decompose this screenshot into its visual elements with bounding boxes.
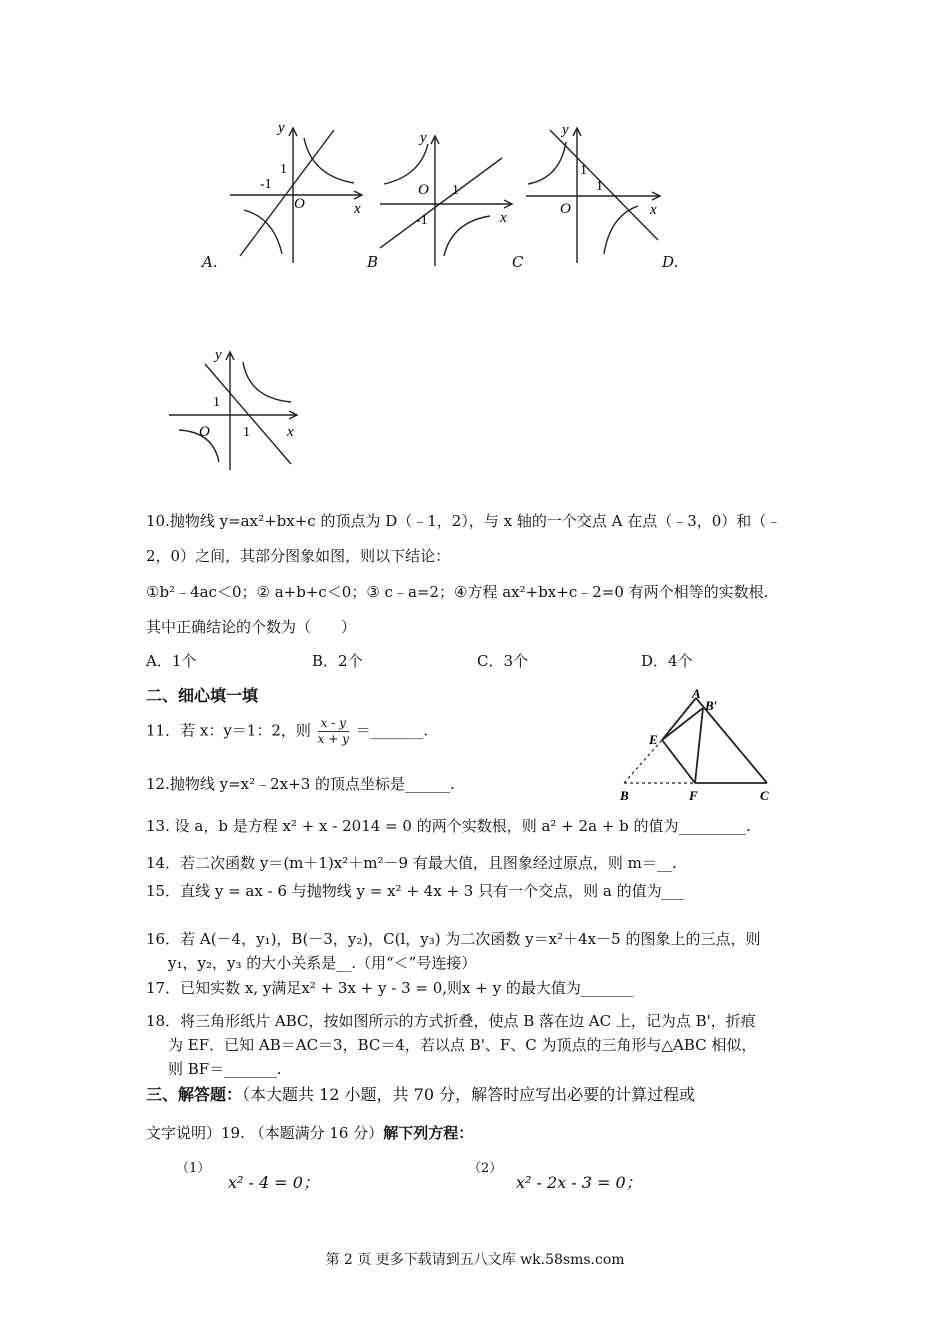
page-footer: 第 2 页 更多下载请到五八文库 wk.58sms.com	[325, 1252, 625, 1268]
vertex-e-label: E	[649, 732, 658, 747]
q19-part-2-equation: x² - 2x - 3 = 0；	[516, 1173, 642, 1192]
vertex-c-label: C	[760, 788, 769, 803]
q10-option-c[interactable]: C．3个	[477, 652, 529, 670]
y-axis-label: y	[420, 130, 427, 146]
x-axis-label: x	[500, 210, 507, 226]
q18-line-3: 则 BF＝_______.	[168, 1060, 282, 1078]
origin-label: O	[199, 424, 210, 440]
q11-prefix: 11．若 x：y＝1：2，则	[146, 721, 311, 740]
q11-suffix: ＝_______.	[355, 721, 428, 740]
q16-line-1: 16．若 A(－4，y₁)，B(－3，y₂)，C(l，y₃) 为二次函数 y＝x²＋4x－5 的图象上的三点，则	[146, 930, 761, 948]
q10-option-b[interactable]: B．2个	[312, 652, 363, 670]
section-3-desc: （本大题共 12 小题，共 70 分，解答时应写出必要的计算过程或	[242, 1085, 696, 1104]
q14: 14．若二次函数 y＝(m＋1)x²＋m²－9 有最大值，且图象经过原点，则 m＝__.	[146, 854, 677, 872]
q9-option-b[interactable]: B	[367, 253, 379, 271]
origin-label: O	[294, 196, 305, 212]
tick-neg1-label: -1	[260, 177, 272, 192]
q10-line-3: ①b²﹣4ac＜0；② a+b+c＜0；③ c﹣a=2；④方程 ax²+bx+c﹣2=0 有两个相等的实数根.	[146, 583, 769, 601]
vertex-b-label: B	[620, 788, 629, 803]
y-axis-label: y	[278, 120, 285, 136]
q11-numerator: x - y	[318, 716, 349, 732]
tick-1-label: 1	[452, 183, 459, 198]
section-3-line-2	[146, 1122, 473, 1143]
graph-option-d	[165, 346, 310, 471]
q13: 13. 设 a，b 是方程 x² + x - 2014 = 0 的两个实数根，则 a² + 2a + b 的值为_________.	[146, 817, 751, 835]
q17: 17．已知实数 x, y满足x² + 3x + y - 3 = 0,则x + y 的最大值为_______	[146, 979, 634, 997]
graph-option-a	[222, 118, 372, 268]
q19-part-2-label: （2）	[468, 1161, 503, 1176]
section-3-title: 三、解答题：	[146, 1085, 243, 1104]
graph-option-c	[520, 118, 670, 268]
tick-1-label: 1	[280, 162, 287, 177]
q10-option-d[interactable]: D．4个	[641, 652, 693, 670]
q9-option-a[interactable]: A.	[202, 253, 218, 271]
vertex-b-prime-label: B′	[705, 698, 718, 713]
y-axis-label: y	[562, 122, 569, 138]
section-2-title: 二、细心填一填	[146, 686, 259, 705]
q9-option-d[interactable]: D.	[662, 253, 679, 271]
q15: 15．直线 y = ax - 6 与抛物线 y = x² + 4x + 3 只有一个交点，则 a 的值为___	[146, 882, 685, 900]
q11-fraction	[318, 716, 349, 747]
section-3-line-2a: 文字说明）19. （本题满分 16 分）	[146, 1124, 384, 1142]
q9-option-c[interactable]: C	[512, 253, 524, 271]
graph-option-b	[372, 126, 522, 271]
x-axis-label: x	[650, 202, 657, 218]
vertex-f-label: F	[689, 788, 698, 803]
q19-part-1-equation: x² - 4 = 0；	[228, 1173, 319, 1192]
tick-1-x-label: 1	[596, 179, 603, 194]
q11-denominator: x + y	[317, 732, 349, 746]
q11	[146, 716, 428, 747]
tick-1-x-label: 1	[243, 425, 250, 440]
q12: 12.抛物线 y=x²﹣2x+3 的顶点坐标是______.	[146, 775, 455, 793]
q18-line-1: 18．将三角形纸片 ABC，按如图所示的方式折叠，使点 B 落在边 AC 上，记为点 B'，折痕	[146, 1012, 756, 1030]
origin-label: O	[560, 201, 571, 217]
origin-label: O	[418, 182, 429, 198]
section-3-line-2b: 解下列方程：	[383, 1124, 474, 1142]
q10-line-4: 其中正确结论的个数为（ ）	[146, 618, 357, 636]
q10-line-1: 10.抛物线 y=ax²+bx+c 的顶点为 D（﹣1，2），与 x 轴的一个交点 A 在点（﹣3，0）和（﹣	[146, 512, 782, 530]
x-axis-label: x	[287, 424, 294, 440]
section-3-header	[146, 1082, 695, 1105]
tick-neg1-label: -1	[416, 213, 428, 228]
q10-line-2: 2，0）之间，其部分图象如图，则以下结论：	[146, 547, 451, 565]
tick-1-label: 1	[213, 395, 220, 410]
q19-part-1-label: （1）	[176, 1161, 211, 1176]
vertex-a-label: A	[692, 688, 701, 701]
triangle-fold-figure	[612, 688, 782, 806]
q16-line-2: y₁，y₂，y₃ 的大小关系是__.（用“＜”号连接）	[168, 954, 477, 972]
q18-line-2: 为 EF．已知 AB＝AC＝3，BC＝4，若以点 B'、F、C 为顶点的三角形与△ABC 相似，	[168, 1036, 757, 1054]
y-axis-label: y	[215, 347, 222, 363]
x-axis-label: x	[354, 201, 361, 217]
q10-option-a[interactable]: A．1个	[146, 652, 197, 670]
tick-1-label: 1	[580, 163, 587, 178]
